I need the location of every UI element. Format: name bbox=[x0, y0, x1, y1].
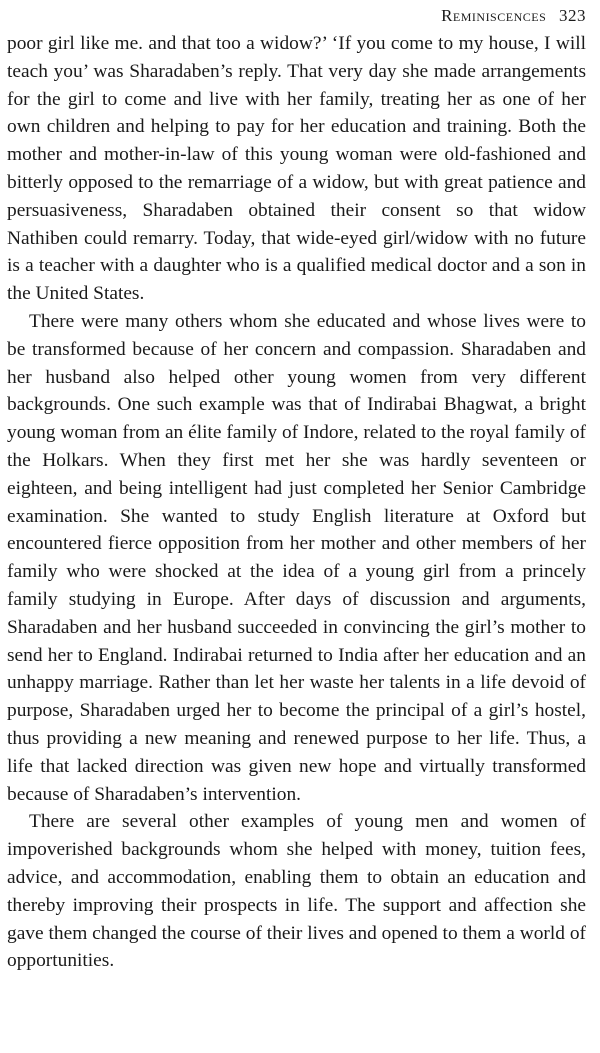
paragraph-other-examples: There are several other examples of young men and women of impoverished backgrounds whom she helped with money, tuition fees, advice, and accommodation, enabling them to obtain an education and thereby improving their prospects in life. The support and affection she gave them changed the course of their lives and opened to them a world of opportunities. bbox=[7, 811, 586, 972]
paragraph-indirabai: There were many others whom she educated and whose lives were to be transformed because of her concern and compassion. Sharadaben and her husband also helped other young women from very different backgrounds. One such example was that of Indirabai Bhagwat, a bright young woman from an élite family of Indore, related to the royal family of the Holkars. When they first met her she was hardly seventeen or eighteen, and being intelligent had just completed her Senior Cambridge examination. She wanted to study English literature at Oxford but encountered fierce opposition from her mother and other members of her family who were shocked at the idea of a young girl from a princely family studying in Europe. After days of discussion and arguments, Sharadaben and her husband succeeded in convincing the girl’s mother to send her to England. Indirabai returned to India after her education and an unhappy marriage. Rather than let her waste her talents in a life devoid of purpose, Sharadaben urged her to become the principal of a girl’s hostel, thus providing a new meaning and renewed purpose to her life. Thus, a life that lacked direction was given new hope and virtually transformed because of Sharadaben’s intervention. bbox=[7, 310, 586, 805]
running-head bbox=[7, 4, 586, 30]
body-text bbox=[7, 30, 586, 975]
paragraph-continued: poor girl like me. and that too a widow?’ ‘If you come to my house, I will teach you’ was Sharadaben’s reply. That very day she made arrangements for the girl to come and live with her family, treating her as one of her own children and helping to pay for her education and training. Both the mother and mother-in-law of this young woman were old-fashioned and bitterly opposed to the remarriage of a widow, but with great patience and persuasiveness, Sharadaben obtained their consent so that widow Nathiben could remarry. Today, that wide-eyed girl/widow with no future is a teacher with a daughter who is a qualified medical doctor and a son in the United States. bbox=[7, 33, 586, 305]
page-number: 323 bbox=[559, 6, 586, 25]
running-head-title: Reminiscences bbox=[441, 6, 547, 25]
